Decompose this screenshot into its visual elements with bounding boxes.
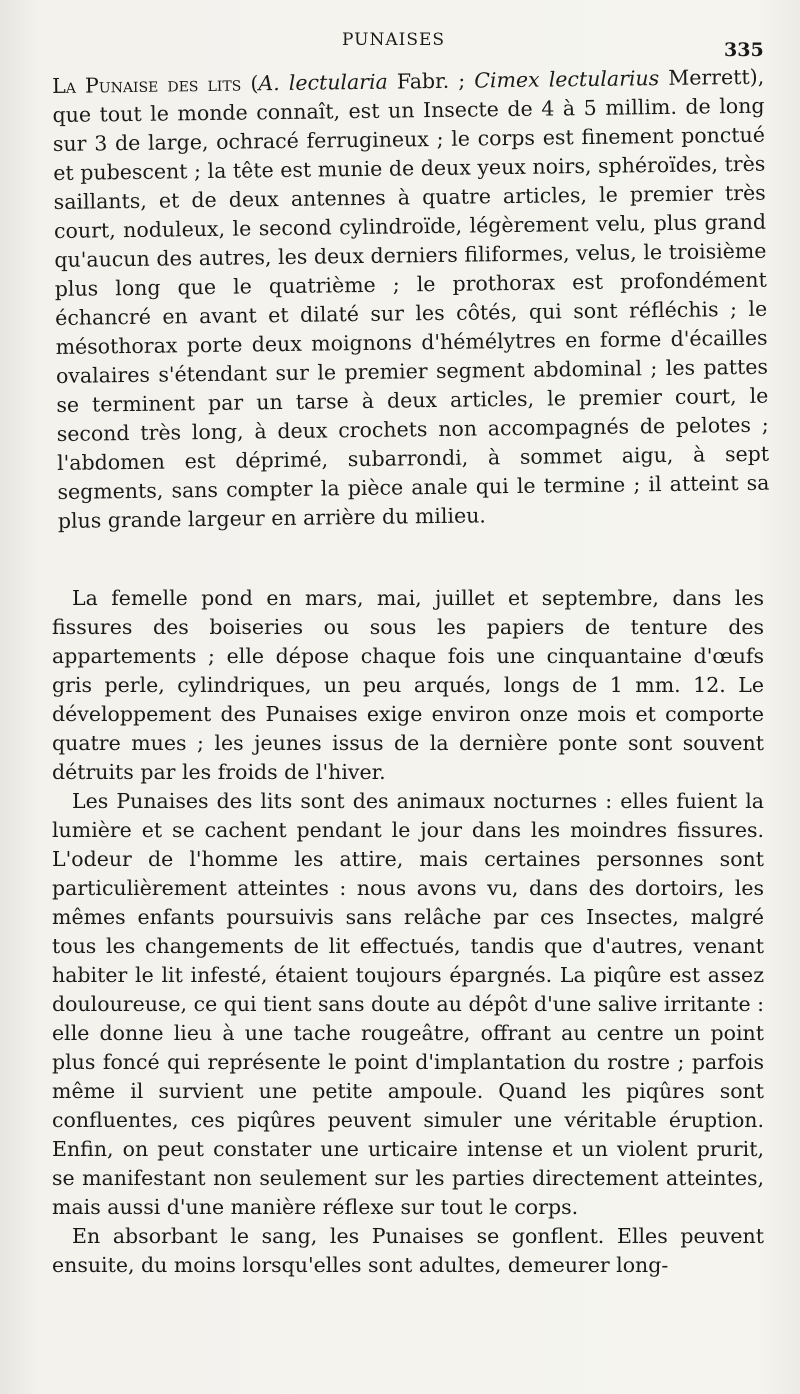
description-text: Merrett), que tout le monde connaît, est un Insecte de 4 à 5 millim. de long sur 3 de large, ochracé ferrugineux ; le corps est finement ponctué et pubescent ; la tête est munie de deux yeux noirs, sphéroïdes, très saillants, et de deux antennes à quatre articles, le premier très court, noduleux, le second cylindroïde, légèrement velu, plus grand qu'aucun des autres, les deux derniers filiformes, velus, le troisième plus long que le quatrième ; le prothorax est profondément échancré en avant et dilaté sur les côtés, qui sont réfléchis ; le mésothorax porte deux moignons d'hémélytres en forme d'écailles ovalaires s'étendant sur le premier segment abdominal ; les pattes se terminent par un tarse à deux articles, le premier court, le second très long, à deux crochets non accompagnés de pelotes ; l'abdomen est déprimé, subarrondi, à sommet aigu, à sept segments, sans compter la pièce anale qui le termine ; il atteint sa plus grande largeur en arrière du milieu. <box>52 64 770 533</box>
page-number: 335 <box>724 39 764 61</box>
synonym-name: Cimex lectularius <box>474 66 660 93</box>
paragraph-reproduction: La femelle pond en mars, mai, juillet et septembre, dans les fissures des boiseries ou sous les papiers de tenture des appartements ; elle dépose chaque fois une cinquantaine d'œufs gris perle, cylindriques, un peu arqués, longs de 1 mm. 12. Le développement des Punaises exige environ onze mois et comporte quatre mues ; les jeunes issus de la dernière ponte sont souvent détruits par les froids de l'hiver. <box>52 586 764 784</box>
running-head <box>0 30 800 60</box>
paragraph-behaviour: Les Punaises des lits sont des animaux nocturnes : elles fuient la lumière et se cachent pendant le jour dans les moindres fissures. L'odeur de l'homme les attire, mais certaines personnes sont particulièrement atteintes : nous avons vu, dans des dortoirs, les mêmes enfants poursuivis sans relâche par ces Insectes, malgré tous les changements de lit effectués, tandis que d'autres, venant habiter le lit infesté, étaient toujours épargnés. La piqûre est assez douloureuse, ce qui tient sans doute au dépôt d'une salive irritante : elle donne lieu à une tache rougeâtre, offrant au centre un point plus foncé qui représente le point d'implantation du rostre ; parfois même il survient une petite ampoule. Quand les piqûres sont confluentes, ces piqûres peuvent simuler une véritable éruption. Enfin, on peut constater une urticaire intense et un violent prurit, se manifestant non seulement sur les parties directement atteintes, mais aussi d'une manière réflexe sur tout le corps. <box>52 789 765 1219</box>
body-text <box>52 64 770 1280</box>
scientific-name: A. lectularia <box>258 69 388 96</box>
author-citation: Fabr. ; <box>387 68 475 94</box>
open-paren: ( <box>241 71 259 96</box>
paragraph-description <box>52 63 770 536</box>
running-title: PUNAISES <box>342 30 446 50</box>
paragraph-feeding: En absorbant le sang, les Punaises se gonflent. Elles peuvent ensuite, du moins lorsqu'elles sont adultes, demeurer long- <box>52 1224 764 1277</box>
species-lead: La Punaise des lits <box>52 71 242 98</box>
